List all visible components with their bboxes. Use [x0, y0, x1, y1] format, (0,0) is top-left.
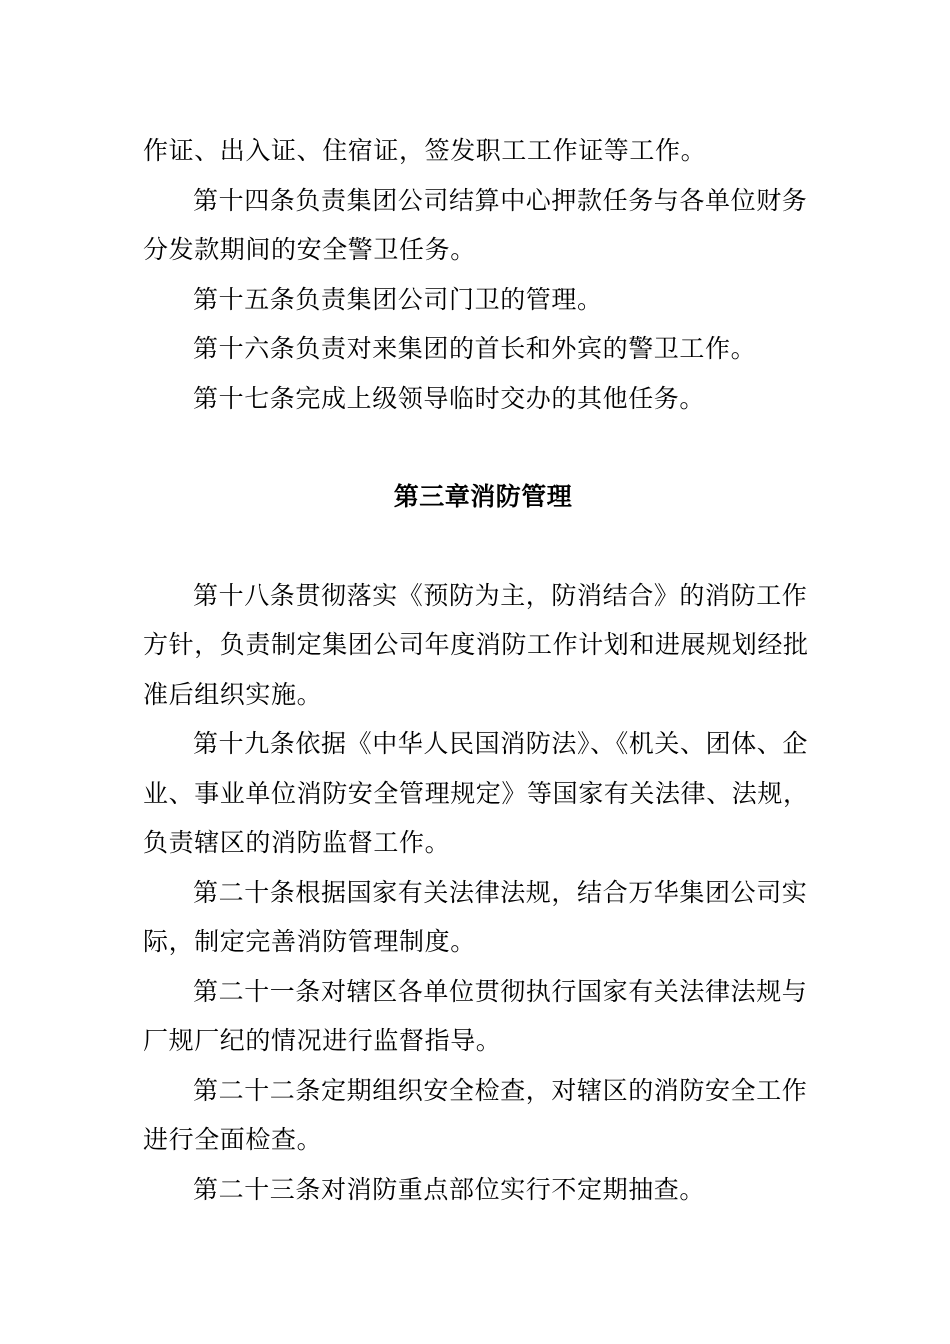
article-15: 第十五条负责集团公司门卫的管理。: [193, 284, 603, 314]
article-20: 第二十条根据国家有关法律法规，结合万华集团公司实际，制定完善消防管理制度。: [143, 877, 808, 956]
article-22: 第二十二条定期组织安全检查，对辖区的消防安全工作进行全面检查。: [143, 1075, 808, 1154]
article-17: 第十七条完成上级领导临时交办的其他任务。: [193, 383, 706, 413]
article-16: 第十六条负责对来集团的首长和外宾的警卫工作。: [193, 334, 757, 363]
article-14: 第十四条负责集团公司结算中心押款任务与各单位财务分发款期间的安全警卫任务。: [143, 185, 808, 264]
article-19: 第十九条依据《中华人民国消防法》、《机关、团体、企业、事业单位消防安全管理规定》等国家有关法律、法规，负责辖区的消防监督工作。: [143, 729, 809, 857]
chapter-title: 第三章消防管理: [393, 482, 573, 511]
article-18: 第十八条贯彻落实《预防为主，防消结合》的消防工作方针，负责制定集团公司年度消防工作计划和进展规划经批准后组织实施。: [143, 580, 809, 709]
continuation-paragraph: 作证、出入证、住宿证，签发职工工作证等工作。: [143, 136, 707, 165]
document-body: [143, 126, 823, 1214]
article-23: 第二十三条对消防重点部位实行不定期抽查。: [193, 1174, 706, 1204]
article-21: 第二十一条对辖区各单位贯彻执行国家有关法律法规与厂规厂纪的情况进行监督指导。: [143, 976, 808, 1055]
